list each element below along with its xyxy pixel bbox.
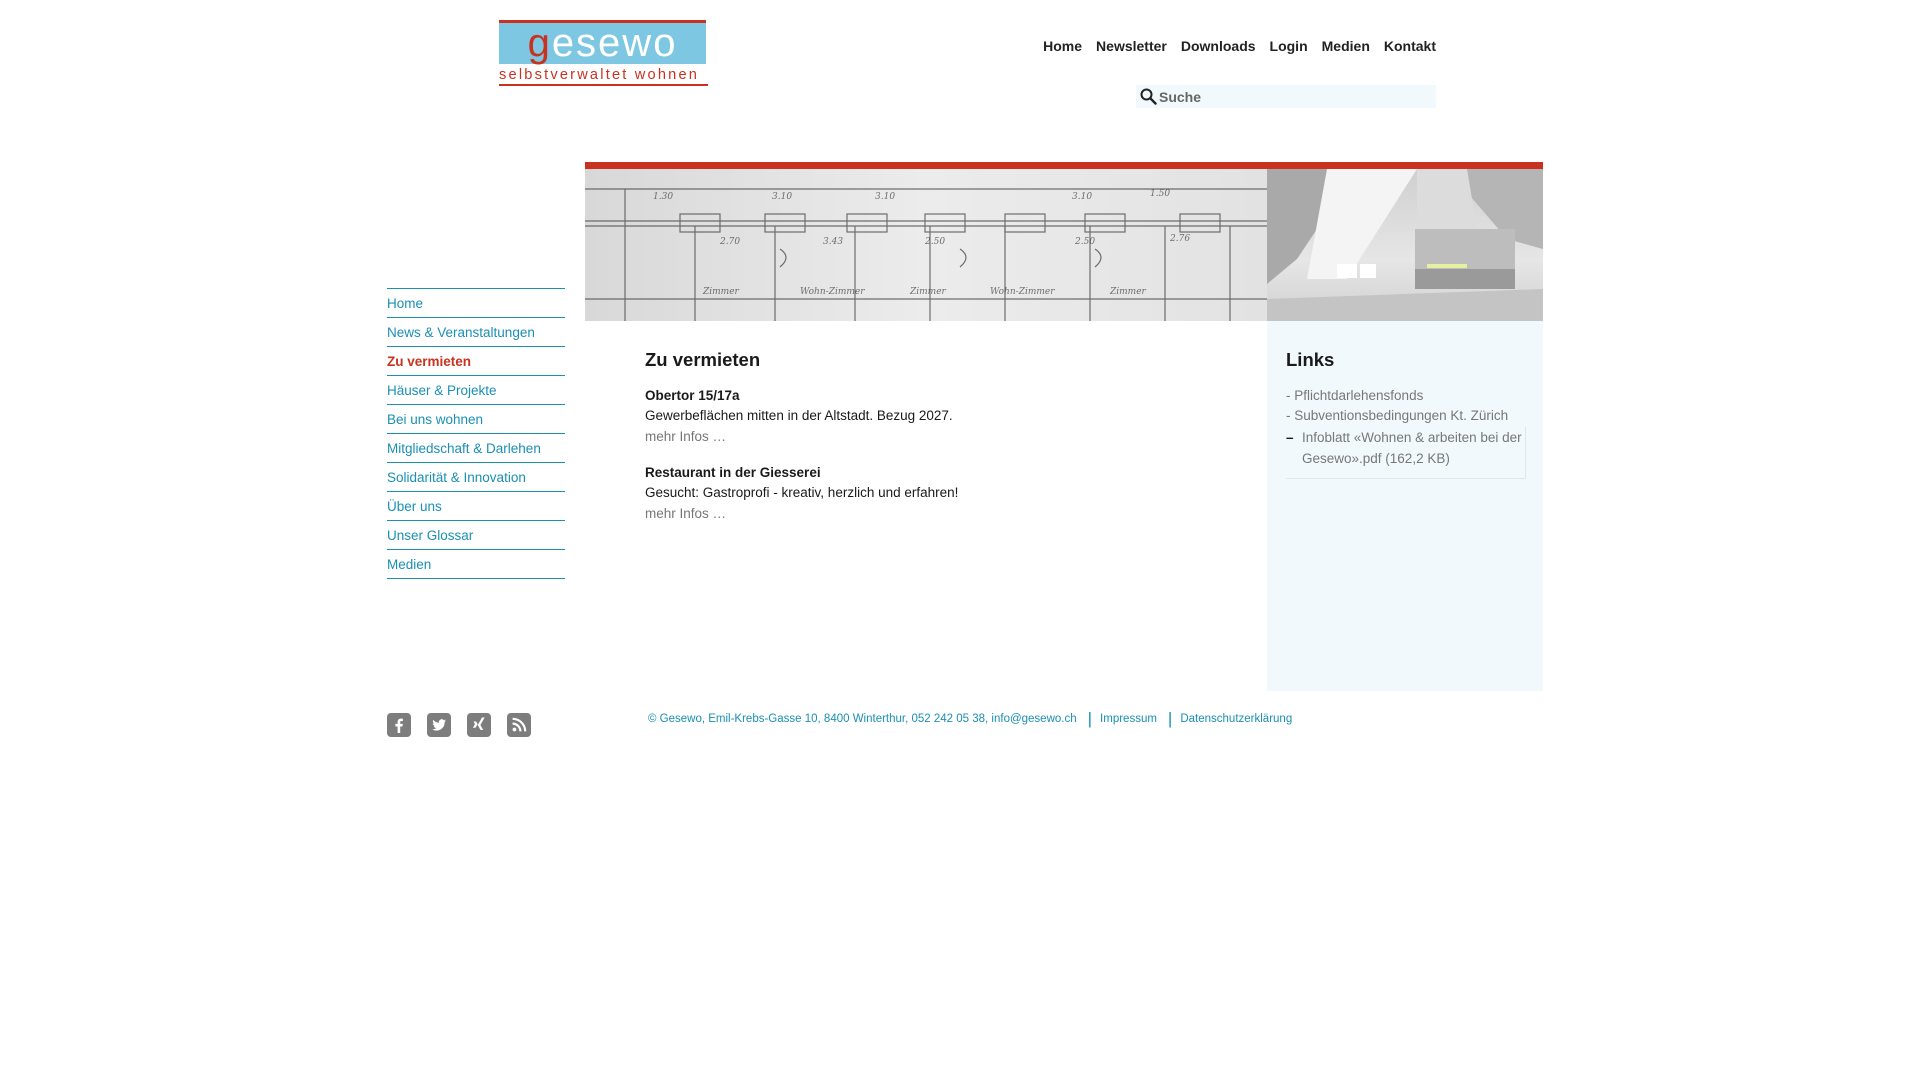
svg-text:3.43: 3.43: [823, 237, 844, 247]
links-box: [1286, 349, 1526, 479]
footer-datenschutz-link[interactable]: Datenschutzerklärung: [1180, 713, 1293, 725]
page-title: Zu vermieten: [645, 349, 761, 370]
file-bullet: –: [1286, 430, 1294, 445]
listing-description: Gewerbeflächen mitten in der Altstadt. Bezug 2027.: [645, 408, 953, 423]
side-nav-mitgliedschaft-darlehen[interactable]: Mitgliedschaft & Darlehen: [387, 434, 565, 463]
link-infoblatt-pdf[interactable]: [1286, 427, 1526, 479]
header-banner: [585, 169, 1543, 321]
side-nav-medien[interactable]: Medien: [387, 550, 565, 579]
top-nav-medien[interactable]: Medien: [1321, 38, 1370, 54]
svg-text:1.30: 1.30: [653, 192, 674, 202]
main-content: [645, 349, 1205, 540]
svg-text:Wohn-Zimmer: Wohn-Zimmer: [800, 287, 865, 297]
facebook-icon[interactable]: [387, 713, 411, 737]
svg-text:2.50: 2.50: [1075, 237, 1096, 247]
svg-text:Wohn-Zimmer: Wohn-Zimmer: [990, 287, 1055, 297]
file-label: Infoblatt «Wohnen & arbeiten bei der Gesewo».pdf (162,2 KB): [1302, 430, 1522, 466]
floor-plan-image: [585, 169, 1267, 321]
logo-letters-esewo: esewo: [551, 21, 678, 65]
side-nav-home[interactable]: Home: [387, 289, 565, 318]
listing-title: Obertor 15/17a: [645, 388, 740, 403]
social-links: [387, 713, 531, 737]
twitter-icon[interactable]: [427, 713, 451, 737]
search-input[interactable]: [1158, 89, 1429, 105]
svg-text:2.70: 2.70: [720, 237, 741, 247]
banner-top-rule: [585, 162, 1543, 169]
top-nav-newsletter[interactable]: Newsletter: [1096, 38, 1167, 54]
footer-impressum-link[interactable]: Impressum: [1100, 713, 1157, 725]
listing-item: [645, 463, 1205, 524]
gesewo-logo[interactable]: [499, 20, 708, 86]
link-pflichtdarlehensfonds[interactable]: - Pflichtdarlehensfonds: [1286, 388, 1424, 403]
listing-title: Restaurant in der Giesserei: [645, 465, 821, 480]
side-nav-news-veranstaltungen[interactable]: News & Veranstaltungen: [387, 318, 565, 347]
listing-more-info-link[interactable]: mehr Infos …: [645, 429, 727, 444]
footer: [648, 709, 1293, 728]
top-nav-kontakt[interactable]: Kontakt: [1383, 38, 1436, 54]
svg-text:3.10: 3.10: [875, 192, 896, 202]
side-nav-zu-vermieten[interactable]: Zu vermieten: [387, 347, 565, 376]
logo-tagline: selbstverwaltet wohnen: [499, 68, 708, 86]
top-navigation: [1043, 38, 1436, 54]
svg-text:2.50: 2.50: [925, 237, 946, 247]
attic-kitchen-image: [1267, 169, 1543, 321]
top-nav-home[interactable]: Home: [1043, 38, 1083, 54]
svg-text:Zimmer: Zimmer: [703, 287, 739, 297]
side-nav-unser-glossar[interactable]: Unser Glossar: [387, 521, 565, 550]
side-nav-solidaritaet-innovation[interactable]: Solidarität & Innovation: [387, 463, 565, 492]
svg-text:3.10: 3.10: [1072, 192, 1093, 202]
search-icon[interactable]: [1138, 87, 1158, 107]
svg-text:3.10: 3.10: [772, 192, 793, 202]
top-nav-login[interactable]: Login: [1269, 38, 1308, 54]
links-title: Links: [1286, 349, 1335, 370]
side-nav-ueber-uns[interactable]: Über uns: [387, 492, 565, 521]
search-box: [1136, 85, 1436, 108]
footer-copyright: © Gesewo, Emil-Krebs-Gasse 10, 8400 Winterthur, 052 242 05 38, info@gesewo.ch: [648, 713, 1077, 725]
logo-letter-g: g: [527, 21, 552, 65]
top-nav-downloads[interactable]: Downloads: [1180, 38, 1256, 54]
logo-wordmark: [499, 20, 706, 64]
svg-text:Zimmer: Zimmer: [910, 287, 946, 297]
side-navigation: [387, 288, 565, 579]
xing-icon[interactable]: [467, 713, 491, 737]
listing-description: Gesucht: Gastroprofi - kreativ, herzlich und erfahren!: [645, 485, 959, 500]
svg-text:2.76: 2.76: [1170, 234, 1191, 244]
listing-more-info-link[interactable]: mehr Infos …: [645, 506, 727, 521]
svg-text:Zimmer: Zimmer: [1110, 287, 1146, 297]
side-nav-haeuser-projekte[interactable]: Häuser & Projekte: [387, 376, 565, 405]
rss-icon[interactable]: [507, 713, 531, 737]
side-nav-bei-uns-wohnen[interactable]: Bei uns wohnen: [387, 405, 565, 434]
link-subventionsbedingungen[interactable]: - Subventionsbedingungen Kt. Zürich: [1286, 408, 1509, 423]
listing-item: [645, 386, 1205, 447]
footer-separator: |: [1087, 709, 1093, 728]
footer-separator: |: [1167, 709, 1173, 728]
svg-text:1.50: 1.50: [1150, 189, 1171, 199]
